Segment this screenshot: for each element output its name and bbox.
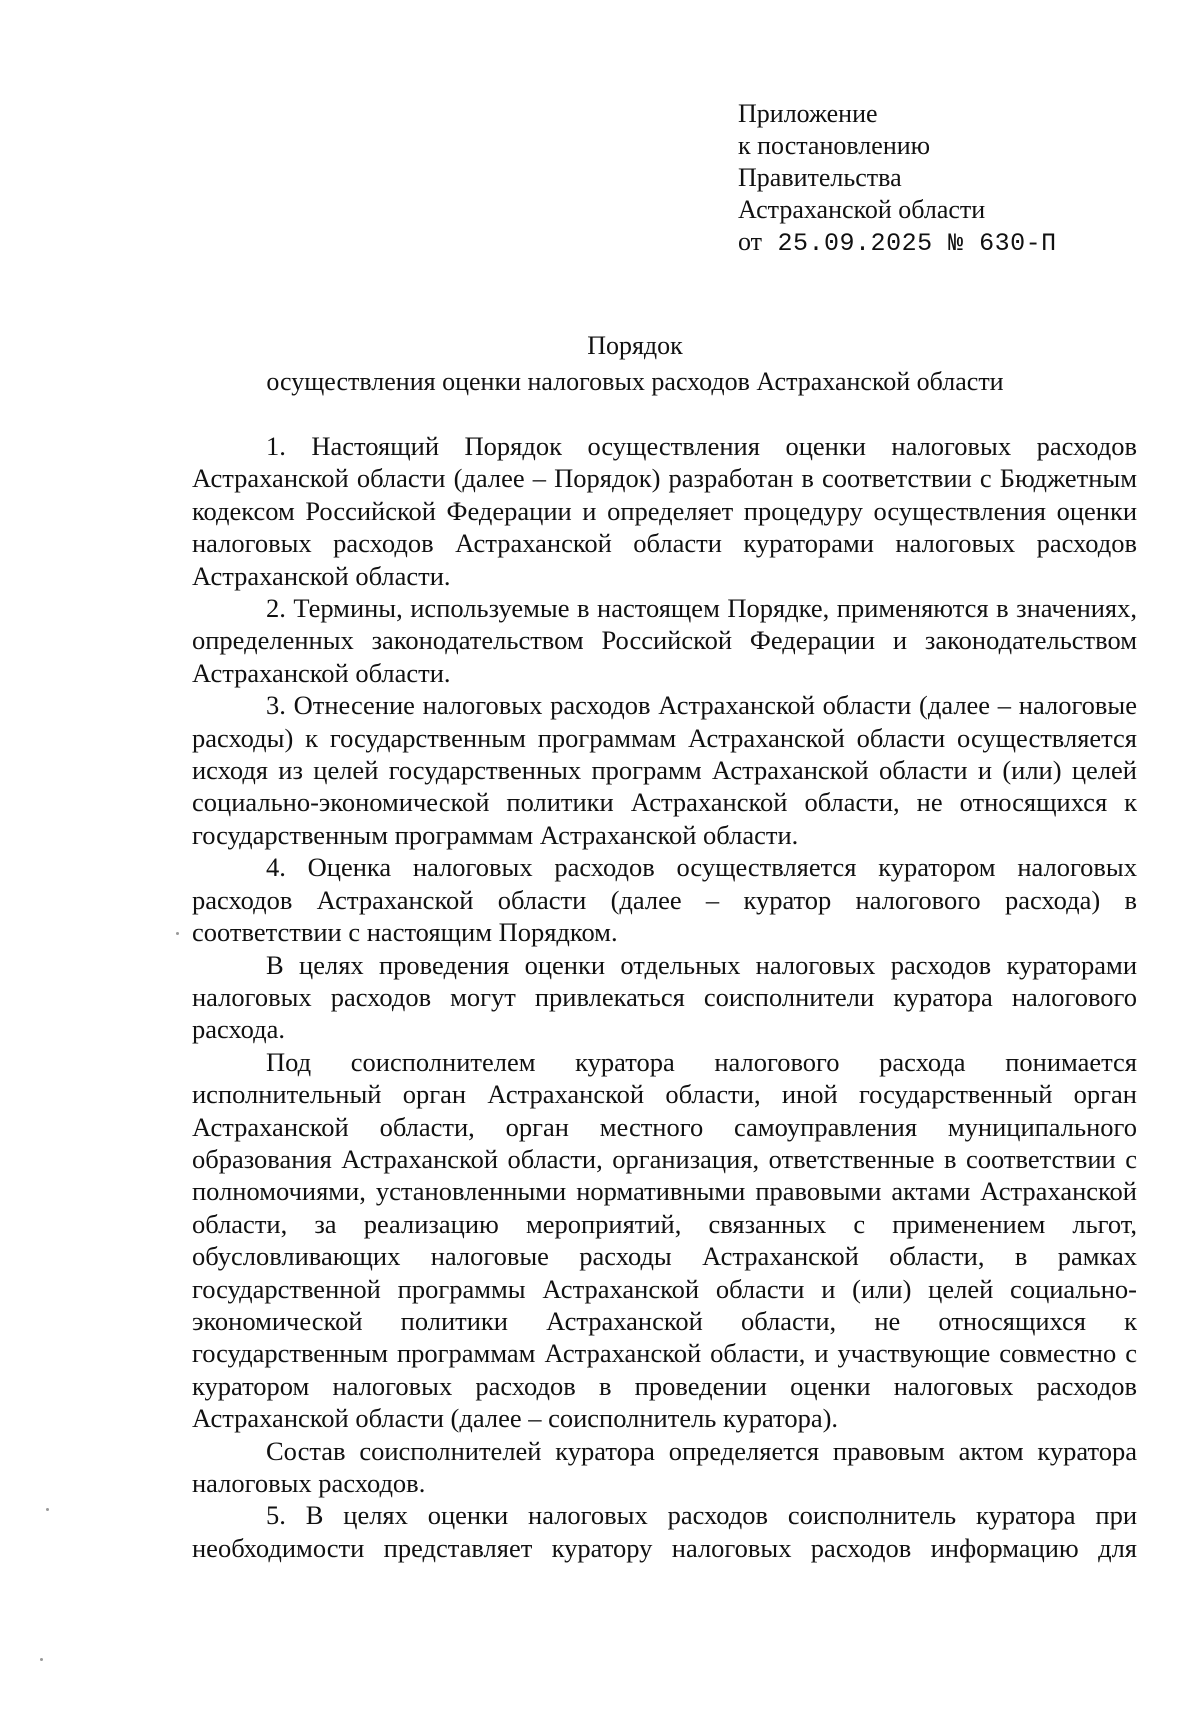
- appendix-line-2: к постановлению: [738, 131, 931, 160]
- paragraph-8: 5. В целях оценки налоговых расходов соисполнитель куратора при необходимости представляет куратору налоговых расходов информацию для: [192, 1500, 1137, 1563]
- paragraph-1: 1. Настоящий Порядок осуществления оценки налоговых расходов Астраханской области (далее – Порядок) разработан в соответствии с Бюджетным кодексом Российской Федерации и определяет процедуру осуществления оценки налоговых расходов Астраханской области кураторами налоговых расходов Астраханской области.: [192, 431, 1137, 591]
- date-label: от: [738, 227, 763, 256]
- paragraph-4: 4. Оценка налоговых расходов осуществляется куратором налоговых расходов Астраханской области (далее – куратор налогового расхода) в соответствии с настоящим Порядком.: [192, 852, 1137, 948]
- appendix-line-4: Астраханской области: [738, 195, 986, 224]
- paragraph-6: Под соисполнителем куратора налогового расхода понимается исполнительный орган Астраханской области, иной государственный орган Астраханской области, орган местного самоуправления муниципального образования Астраханской области, организация, ответственные в соответствии с полномочиями, установленными нормативными правовыми актами Астраханской области, за реализацию мероприятий, связанных с применением льгот, обусловливающих налоговые расходы Астраханской области, в рамках государственной программы Астраханской области и (или) целей социально-экономической политики Астраханской области, не относящихся к государственным программам Астраханской области, и участвующие совместно с куратором налоговых расходов в проведении оценки налоговых расходов Астраханской области (далее – соисполнитель куратора).: [192, 1046, 1137, 1434]
- paragraph-3: 3. Отнесение налоговых расходов Астраханской области (далее – налоговые расходы) к государственным программам Астраханской области осуществляется исходя из целей государственных программ Астраханской области и (или) целей социально-экономической политики Астраханской области, не относящихся к государственным программам Астраханской области.: [192, 690, 1137, 850]
- appendix-block: [738, 98, 1158, 260]
- document-subtitle: осуществления оценки налоговых расходов Астраханской области: [266, 367, 1004, 396]
- date-number: 25.09.2025 № 630-П: [777, 229, 1057, 258]
- appendix-date-line: [738, 226, 1158, 260]
- scan-speck: [40, 1658, 43, 1661]
- document-body: [192, 430, 1137, 1564]
- scan-speck: [46, 1508, 49, 1511]
- appendix-line-1: Приложение: [738, 99, 878, 128]
- appendix-line-3: Правительства: [738, 163, 902, 192]
- paragraph-5: В целях проведения оценки отдельных налоговых расходов кураторами налоговых расходов могут привлекаться соисполнители куратора налогового расхода.: [192, 949, 1137, 1045]
- paragraph-2: 2. Термины, используемые в настоящем Порядке, применяются в значениях, определенных законодательством Российской Федерации и законодательством Астраханской области.: [192, 593, 1137, 688]
- scan-speck: [176, 932, 179, 935]
- paragraph-7: Состав соисполнителей куратора определяется правовым актом куратора налоговых расходов.: [192, 1435, 1137, 1498]
- document-title: Порядок: [587, 331, 683, 360]
